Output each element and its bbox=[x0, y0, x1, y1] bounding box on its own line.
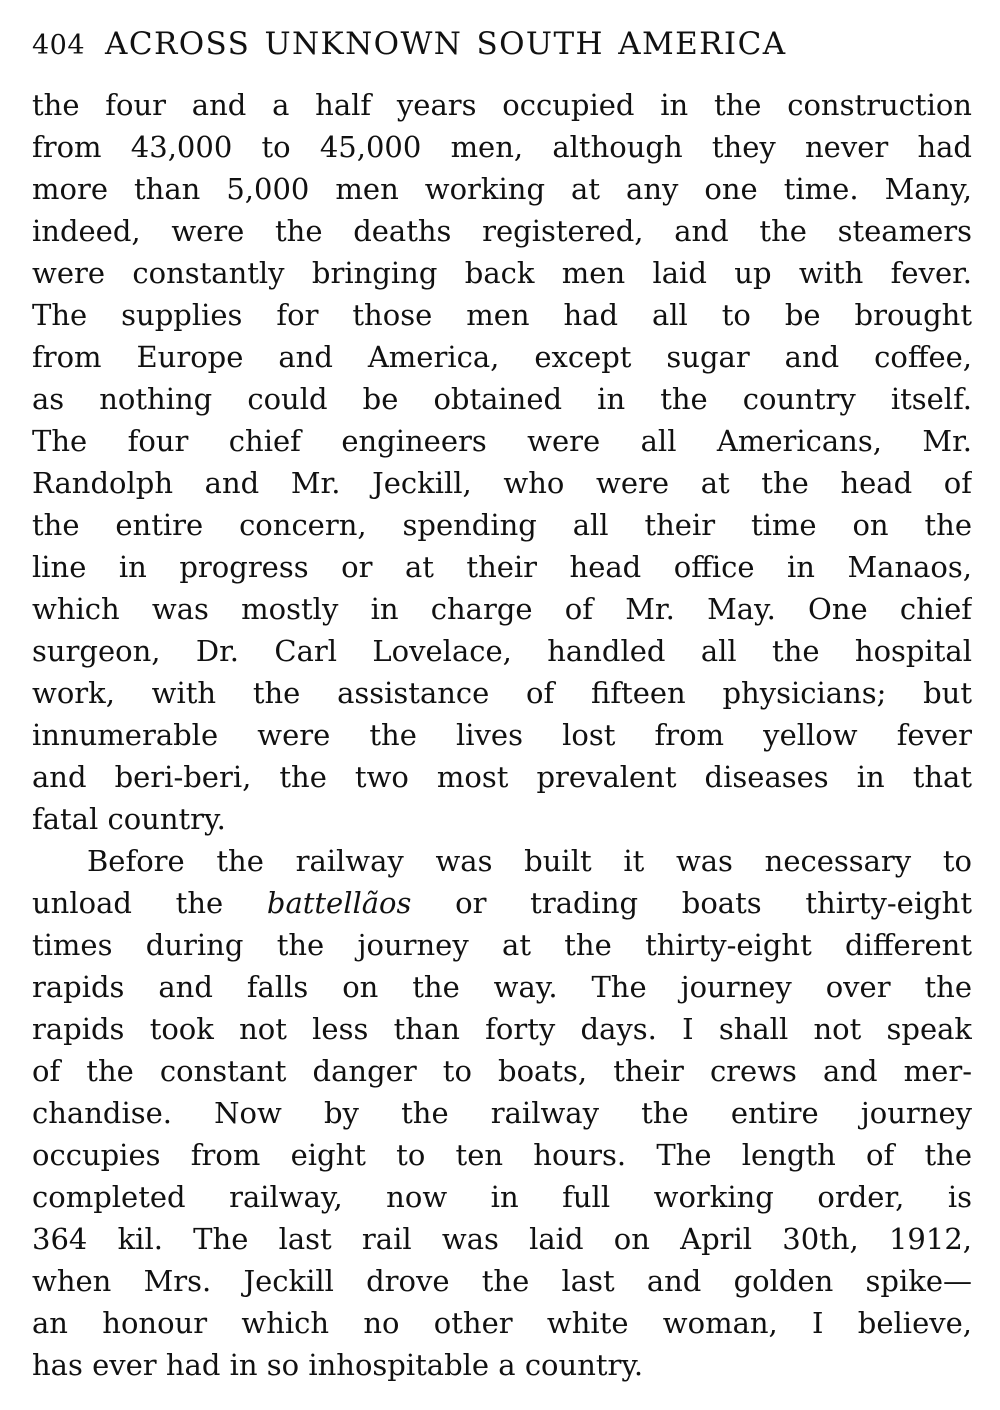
text-line: from 43,000 to 45,000 men, although they never had bbox=[32, 130, 972, 164]
text-line: work, with the assistance of fifteen physicians; but bbox=[32, 676, 972, 710]
text-line: and beri-beri, the two most prevalent diseases in that bbox=[32, 760, 972, 794]
text-line: were constantly bringing back men laid up with fever. bbox=[32, 256, 972, 290]
text-line-with-italic bbox=[32, 882, 972, 924]
text-line: the entire concern, spending all their time on the bbox=[32, 508, 972, 542]
text-line: when Mrs. Jeckill drove the last and golden spike— bbox=[32, 1264, 972, 1298]
text-line: of the constant danger to boats, their crews and mer- bbox=[32, 1054, 972, 1088]
text-line: rapids and falls on the way. The journey over the bbox=[32, 970, 972, 1004]
page-number: 404 bbox=[32, 30, 86, 61]
running-title: ACROSS UNKNOWN SOUTH AMERICA bbox=[105, 26, 787, 62]
italic-term: battellãos bbox=[266, 886, 412, 920]
text-line: from Europe and America, except sugar and coffee, bbox=[32, 340, 972, 374]
text-line: which was mostly in charge of Mr. May. One chief bbox=[32, 592, 972, 626]
text-line: 364 kil. The last rail was laid on April 30th, 1912, bbox=[32, 1222, 972, 1256]
text-line: The four chief engineers were all Americans, Mr. bbox=[32, 424, 972, 458]
paragraph-1 bbox=[32, 84, 972, 840]
paragraph-2 bbox=[32, 840, 972, 1386]
text-line: fatal country. bbox=[32, 802, 226, 836]
text-line: more than 5,000 men working at any one time. Many, bbox=[32, 172, 972, 206]
text-line: completed railway, now in full working order, is bbox=[32, 1180, 972, 1214]
text-line: an honour which no other white woman, I believe, bbox=[32, 1306, 972, 1340]
text-line: the four and a half years occupied in the construction bbox=[32, 88, 972, 122]
text-line: innumerable were the lives lost from yellow fever bbox=[32, 718, 972, 752]
text-run: unload the bbox=[32, 886, 267, 920]
text-line: has ever had in so inhospitable a country. bbox=[32, 1348, 644, 1382]
page-header bbox=[32, 26, 972, 78]
text-line: Randolph and Mr. Jeckill, who were at the head of bbox=[32, 466, 972, 500]
text-line: indeed, were the deaths registered, and the steamers bbox=[32, 214, 972, 248]
text-line: surgeon, Dr. Carl Lovelace, handled all the hospital bbox=[32, 634, 972, 668]
text-run: or trading boats thirty-eight bbox=[411, 886, 972, 920]
text-line: Before the railway was built it was necessary to bbox=[87, 844, 972, 878]
text-line: chandise. Now by the railway the entire journey bbox=[32, 1096, 972, 1130]
text-line: occupies from eight to ten hours. The length of the bbox=[32, 1138, 972, 1172]
text-line: The supplies for those men had all to be brought bbox=[32, 298, 972, 332]
text-line: line in progress or at their head office in Manaos, bbox=[32, 550, 972, 584]
text-line: times during the journey at the thirty-eight different bbox=[32, 928, 972, 962]
body-text bbox=[32, 84, 972, 1386]
text-line: as nothing could be obtained in the country itself. bbox=[32, 382, 972, 416]
book-page bbox=[32, 26, 972, 1396]
text-line: rapids took not less than forty days. I shall not speak bbox=[32, 1012, 972, 1046]
